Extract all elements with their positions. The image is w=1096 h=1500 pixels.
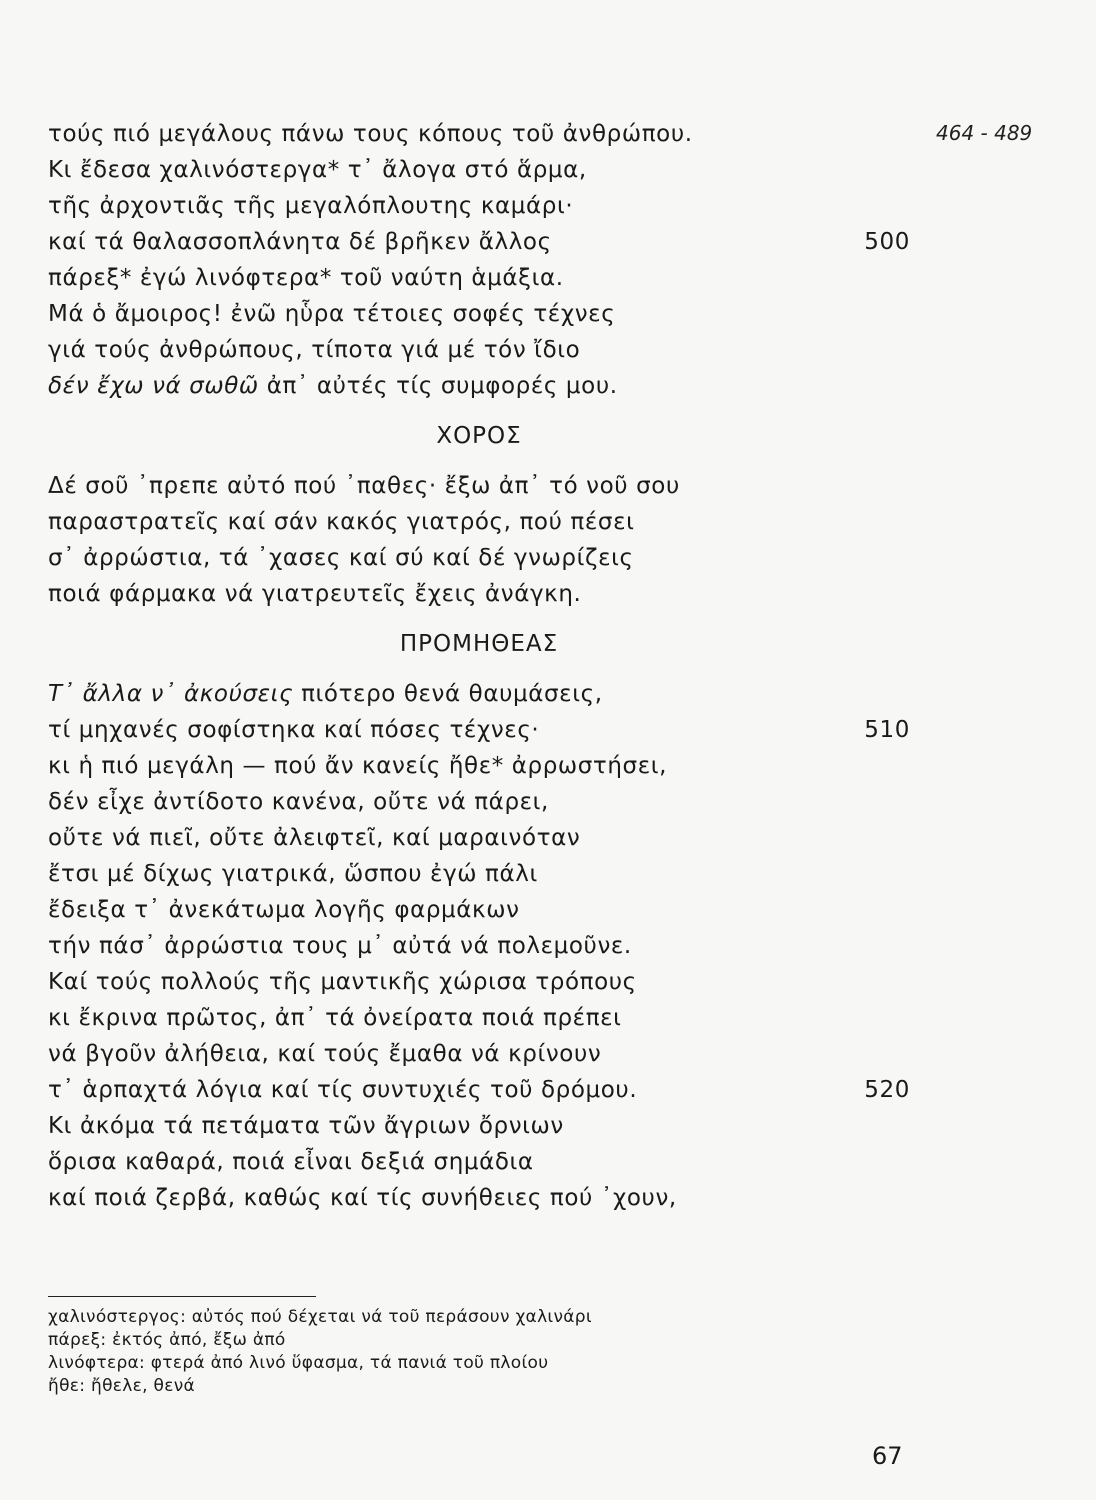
verse-block-1 (48, 116, 910, 368)
footnote-divider (48, 1296, 316, 1297)
verse-italic-phrase: δέν ἔχω νά σωθῶ (48, 373, 259, 399)
verse-line-text: ἔτσι μέ δίχως γιατρικά, ὥσπου ἐγώ πάλι (48, 861, 538, 887)
verse-line-text: Κι ἀκόμα τά πετάματα τῶν ἄγριων ὄρνιων (48, 1113, 564, 1139)
verse-line (48, 892, 910, 928)
verse-line-text: Κι ἔδεσα χαλινόστεργα* τ᾽ ἄλογα στό ἅρμα, (48, 157, 587, 183)
footnote: λινόφτερα: φτερά ἀπό λινό ὕφασμα, τά πανιά τοῦ πλοίου (48, 1353, 549, 1373)
verse-line (48, 964, 910, 1000)
footnote: ἤθε: ἤθελε, θενά (48, 1376, 196, 1396)
verse-line-rest: ἀπ᾽ αὐτές τίς συμφορές μου. (258, 373, 618, 399)
verse-line (48, 784, 910, 820)
footnote: πάρεξ: ἐκτός ἀπό, ἔξω ἀπό (48, 1330, 286, 1350)
verse-line (48, 712, 910, 748)
verse-line (48, 188, 910, 224)
verse-line (48, 856, 910, 892)
verse-line (48, 928, 910, 964)
line-number: 500 (864, 229, 910, 255)
verse-line (48, 468, 910, 504)
verse-line-text: παραστρατεῖς καί σάν κακός γιατρός, πού πέσει (48, 509, 635, 535)
verse-line (48, 504, 910, 540)
verse-line (48, 540, 910, 576)
verse-line-text: ἔδειξα τ᾽ ἀνεκάτωμα λογῆς φαρμάκων (48, 897, 520, 923)
speaker-prometheus: ΠΡΟΜΗΘΕΑΣ (399, 631, 559, 657)
page-number: 67 (872, 1442, 903, 1470)
verse-line (48, 748, 910, 784)
verse-line-text: καί τά θαλασσοπλάνητα δέ βρῆκεν ἄλλος (48, 229, 552, 255)
verse-line-text: καί ποιά ζερβά, καθώς καί τίς συνήθειες πού ᾽χουν, (48, 1185, 677, 1211)
verse-line (48, 260, 910, 296)
line-range-label: 464 - 489 (936, 121, 1033, 145)
verse-line (48, 368, 910, 404)
verse-line-text: δέν εἶχε ἀντίδοτο κανένα, οὔτε νά πάρει, (48, 789, 549, 815)
line-number: 520 (864, 1077, 910, 1103)
verse-line (48, 332, 910, 368)
verse-line (48, 576, 910, 612)
verse-line-text: σ᾽ ἀρρώστια, τά ᾽χασες καί σύ καί δέ γνωρίζεις (48, 545, 634, 571)
footnote: χαλινόστεργος: αὐτός πού δέχεται νά τοῦ περάσουν χαλινάρι (48, 1307, 592, 1327)
line-number: 510 (864, 717, 910, 743)
verse-line-text: Καί τούς πολλούς τῆς μαντικῆς χώρισα τρόπους (48, 969, 637, 995)
verse-line-text: ὅρισα καθαρά, ποιά εἶναι δεξιά σημάδια (48, 1149, 534, 1175)
verse-line-text: γιά τούς ἀνθρώπους, τίποτα γιά μέ τόν ἴδιο (48, 337, 581, 363)
verse-line-text: νά βγοῦν ἀλήθεια, καί τούς ἔμαθα νά κρίνουν (48, 1041, 602, 1067)
verse-line (48, 116, 910, 152)
verse-line-text: πάρεξ* ἐγώ λινόφτερα* τοῦ ναύτη ἁμάξια. (48, 265, 564, 291)
verse-line-text: Μά ὁ ἄμοιρος! ἐνῶ ηὗρα τέτοιες σοφές τέχνες (48, 301, 616, 327)
verse-line-text: ποιά φάρμακα νά γιατρευτεῖς ἔχεις ἀνάγκη. (48, 581, 582, 607)
speaker-chorus: ΧΟΡΟΣ (436, 423, 522, 449)
verse-line-text: οὔτε νά πιεῖ, οὔτε ἀλειφτεῖ, καί μαραινόταν (48, 825, 581, 851)
verse-line (48, 296, 910, 332)
verse-line-rest: πιότερο θενά θαυμάσεις, (293, 681, 603, 707)
verse-block-3 (48, 712, 910, 1216)
verse-line (48, 1108, 910, 1144)
verse-line (48, 676, 910, 712)
verse-line (48, 152, 910, 188)
verse-line-text: τήν πάσ᾽ ἀρρώστια τους μ᾽ αὐτά νά πολεμοῦνε. (48, 933, 632, 959)
verse-line (48, 1036, 910, 1072)
verse-line-text: τί μηχανές σοφίστηκα καί πόσες τέχνες· (48, 717, 540, 743)
verse-line-text: κι ἔκρινα πρῶτος, ἀπ᾽ τά ὀνείρατα ποιά πρέπει (48, 1005, 622, 1031)
verse-line-text: κι ἡ πιό μεγάλη — πού ἄν κανείς ἤθε* ἀρρωστήσει, (48, 753, 668, 779)
verse-line-text: Δέ σοῦ ᾽πρεπε αὐτό πού ᾽παθες· ἔξω ἀπ᾽ τό νοῦ σου (48, 473, 680, 499)
verse-line-text: τῆς ἀρχοντιᾶς τῆς μεγαλόπλουτης καμάρι· (48, 193, 574, 219)
verse-text (48, 116, 910, 1216)
verse-line (48, 224, 910, 260)
verse-line (48, 1144, 910, 1180)
verse-line (48, 820, 910, 856)
verse-line (48, 1000, 910, 1036)
verse-line-text: τ᾽ ἁρπαχτά λόγια καί τίς συντυχιές τοῦ δρόμου. (48, 1077, 638, 1103)
verse-line-text: τούς πιό μεγάλους πάνω τους κόπους τοῦ ἀνθρώπου. (48, 121, 693, 147)
verse-line (48, 1072, 910, 1108)
footnotes (48, 1306, 748, 1398)
verse-italic-phrase: Τ᾽ ἄλλα ν᾽ ἀκούσεις (48, 681, 294, 707)
verse-line (48, 1180, 910, 1216)
verse-block-2 (48, 468, 910, 612)
